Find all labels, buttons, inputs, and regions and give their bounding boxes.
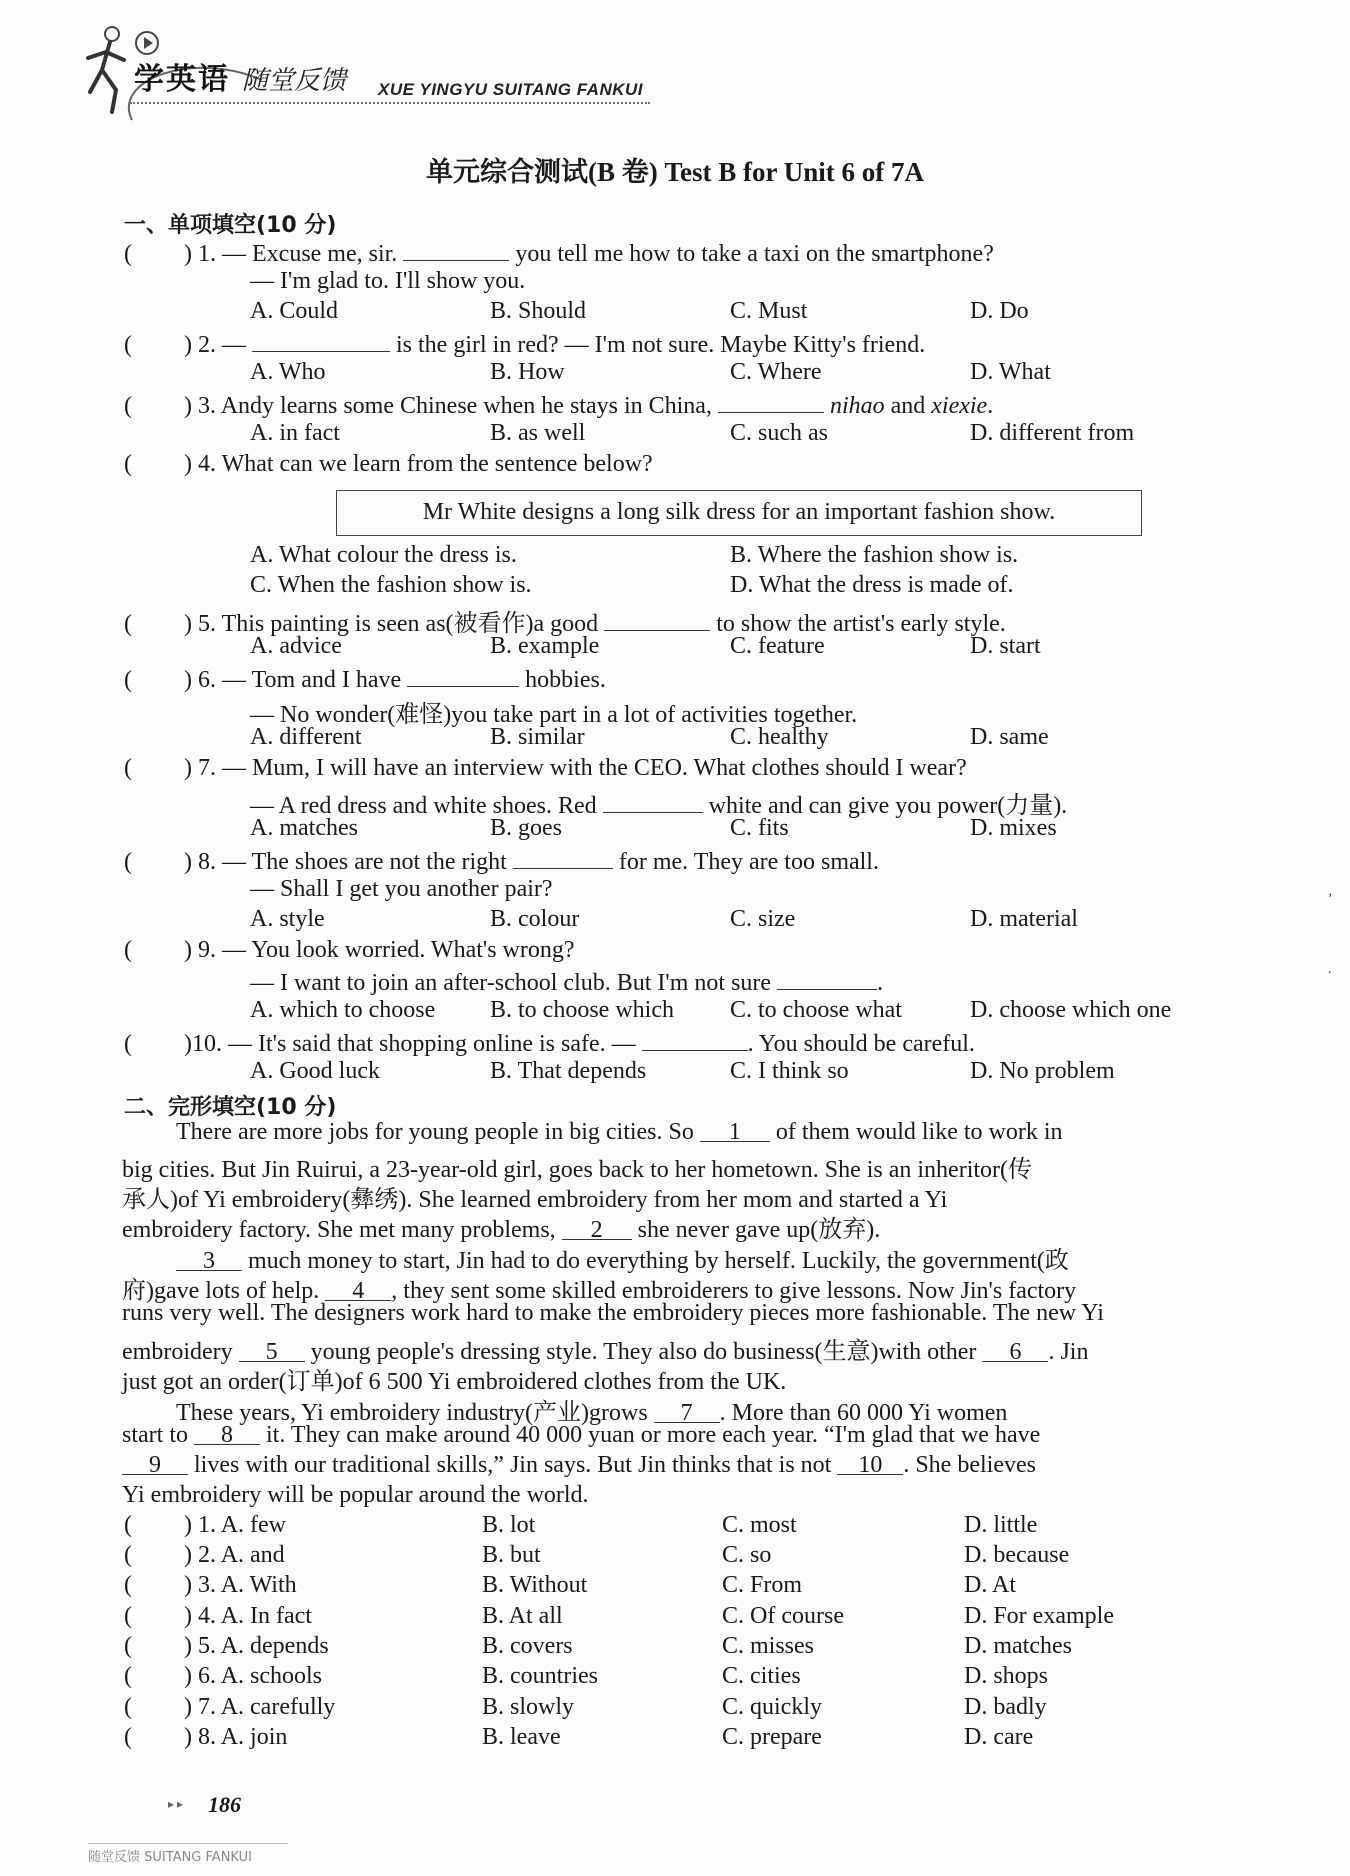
q1-option-b: B. Should bbox=[490, 298, 587, 324]
option-c: C. so bbox=[722, 1542, 772, 1568]
cloze-blank-6[interactable]: 6 bbox=[982, 1339, 1048, 1362]
option-d: D. care bbox=[964, 1724, 1034, 1750]
question-stem: Andy learns some Chinese when he stays in China, bbox=[220, 393, 712, 419]
passage-text: These years, Yi embroidery industry(产业)grows bbox=[176, 1400, 648, 1426]
passage-line: Yi embroidery will be popular around the world. bbox=[122, 1482, 589, 1508]
passage-text: much money to start, Jin had to do everything by herself. Luckily, the government(政 bbox=[248, 1248, 1069, 1274]
q9-option-b: B. to choose which bbox=[490, 997, 674, 1023]
option-c: C. prepare bbox=[722, 1724, 822, 1750]
q9-option-d: D. choose which one bbox=[970, 997, 1172, 1023]
q2-option-a: A. Who bbox=[250, 359, 326, 385]
option-b: B. At all bbox=[482, 1603, 563, 1629]
passage-line bbox=[122, 1209, 880, 1244]
q4-option-c: C. When the fashion show is. bbox=[250, 572, 532, 598]
cloze-blank-1[interactable]: 1 bbox=[700, 1119, 770, 1142]
answer-blank[interactable] bbox=[642, 1028, 748, 1051]
question-stem-end: for me. They are too small. bbox=[618, 849, 879, 875]
q7-option-c: C. fits bbox=[730, 815, 789, 841]
answer-bracket: ( bbox=[124, 849, 132, 875]
q4 bbox=[124, 451, 653, 478]
q1-option-a: A. Could bbox=[250, 298, 339, 324]
question-stem: What can we learn from the sentence below? bbox=[221, 451, 653, 477]
answer-bracket: ( bbox=[124, 1724, 132, 1750]
cloze-option-row bbox=[124, 1512, 286, 1539]
cloze-option-row bbox=[124, 1663, 322, 1690]
cloze-blank-4[interactable]: 4 bbox=[325, 1278, 391, 1301]
q10-option-c: C. I think so bbox=[730, 1058, 849, 1084]
option-a: A. schools bbox=[220, 1663, 323, 1689]
q3 bbox=[124, 390, 993, 420]
q4-option-a: A. What colour the dress is. bbox=[250, 542, 517, 568]
question-stem-end: to show the artist's early style. bbox=[716, 611, 1006, 637]
cloze-blank-2[interactable]: 2 bbox=[562, 1217, 632, 1240]
q3-option-c: C. such as bbox=[730, 420, 828, 446]
question-stem: This painting is seen as(被看作)a good bbox=[221, 611, 599, 637]
answer-bracket-close: ) bbox=[184, 755, 192, 781]
question-stem-end: hobbies. bbox=[525, 667, 606, 693]
q10 bbox=[124, 1028, 975, 1058]
answer-bracket-close: ) bbox=[184, 937, 192, 963]
option-c: C. quickly bbox=[722, 1694, 822, 1720]
q3-option-b: B. as well bbox=[490, 420, 586, 446]
option-number: 5. bbox=[198, 1633, 216, 1659]
answer-bracket-close: ) bbox=[184, 1542, 192, 1568]
passage-text: embroidery bbox=[122, 1339, 233, 1365]
q7 bbox=[124, 755, 967, 782]
q1-line2: — I'm glad to. I'll show you. bbox=[250, 268, 526, 294]
answer-bracket-close: ) bbox=[184, 1633, 192, 1659]
cloze-option-row bbox=[124, 1603, 312, 1630]
answer-bracket-close: ) bbox=[184, 1663, 192, 1689]
option-d: D. At bbox=[964, 1572, 1017, 1598]
question-stem: — You look worried. What's wrong? bbox=[222, 937, 575, 963]
q2-option-c: C. Where bbox=[730, 359, 822, 385]
answer-bracket: ( bbox=[124, 1512, 132, 1538]
passage-text: lives with our traditional skills,” Jin says. But Jin thinks that is not bbox=[194, 1452, 832, 1478]
answer-bracket: ( bbox=[124, 393, 132, 419]
answer-bracket: ( bbox=[124, 1633, 132, 1659]
cloze-option-row bbox=[124, 1542, 285, 1569]
line2-start: — I want to join an after-school club. But I'm not sure bbox=[250, 970, 772, 996]
line2-end: . bbox=[877, 970, 884, 996]
q6-option-c: C. healthy bbox=[730, 724, 829, 750]
question-number: 7. bbox=[198, 755, 216, 781]
answer-bracket-close: ) bbox=[184, 611, 192, 637]
option-a: A. depends bbox=[220, 1633, 329, 1659]
answer-blank[interactable] bbox=[403, 238, 509, 261]
q2 bbox=[124, 329, 925, 359]
question-number: 8. bbox=[198, 849, 216, 875]
q9-line2 bbox=[250, 967, 883, 997]
question-stem-mid: and bbox=[890, 393, 926, 419]
q7-option-a: A. matches bbox=[250, 815, 358, 841]
footer-tag bbox=[88, 1846, 252, 1865]
margin-mark: , bbox=[1328, 884, 1332, 899]
question-number: 6. bbox=[198, 667, 216, 693]
line2-end: white and can give you power(力量). bbox=[708, 793, 1068, 819]
answer-bracket: ( bbox=[124, 241, 132, 267]
passage-text: it. They can make around 40 000 yuan or more each year. “I'm glad that we have bbox=[266, 1422, 1041, 1448]
answer-bracket: ( bbox=[124, 937, 132, 963]
q9-option-c: C. to choose what bbox=[730, 997, 902, 1023]
q4-quote-box: Mr White designs a long silk dress for an important fashion show. bbox=[336, 490, 1142, 536]
option-d: D. shops bbox=[964, 1663, 1049, 1689]
q2-option-d: D. What bbox=[970, 359, 1051, 385]
answer-bracket-close: ) bbox=[184, 332, 192, 358]
q3-option-d: D. different from bbox=[970, 420, 1135, 446]
brand-subtitle-cn: 随堂反馈 bbox=[242, 66, 347, 96]
answer-bracket-close: ) bbox=[184, 849, 192, 875]
q1-option-d: D. Do bbox=[970, 298, 1029, 324]
q5-option-c: C. feature bbox=[730, 633, 825, 659]
passage-text: . Jin bbox=[1048, 1339, 1089, 1365]
q8-line2: — Shall I get you another pair? bbox=[250, 876, 553, 902]
option-number: 4. bbox=[198, 1603, 216, 1629]
q8-option-b: B. colour bbox=[490, 906, 580, 932]
option-c: C. most bbox=[722, 1512, 797, 1538]
question-number: 4. bbox=[198, 451, 216, 477]
q4-option-d: D. What the dress is made of. bbox=[730, 572, 1014, 598]
option-a: A. few bbox=[220, 1512, 286, 1538]
answer-blank[interactable] bbox=[252, 329, 390, 352]
answer-bracket: ( bbox=[124, 1603, 132, 1629]
cloze-option-row bbox=[124, 1572, 297, 1599]
footer-tag-en: SUITANG FANKUI bbox=[144, 1850, 252, 1865]
line2-start: — A red dress and white shoes. Red bbox=[250, 793, 597, 819]
q3-option-a: A. in fact bbox=[250, 420, 340, 446]
q1 bbox=[124, 238, 994, 268]
option-d: D. badly bbox=[964, 1694, 1047, 1720]
q6 bbox=[124, 664, 606, 694]
question-stem-end: . bbox=[987, 393, 994, 419]
option-b: B. countries bbox=[482, 1663, 598, 1689]
q8-option-c: C. size bbox=[730, 906, 796, 932]
option-d: D. little bbox=[964, 1512, 1038, 1538]
passage-text: young people's dressing style. They also do business(生意)with other bbox=[310, 1339, 977, 1365]
option-number: 6. bbox=[198, 1663, 216, 1689]
answer-bracket: ( bbox=[124, 1663, 132, 1689]
passage-line: 承人)of Yi embroidery(彝绣). She learned embroidery from her mom and started a Yi bbox=[122, 1187, 948, 1213]
answer-blank[interactable] bbox=[407, 664, 519, 687]
q8-option-d: D. material bbox=[970, 906, 1078, 932]
pinyin-word: xiexie bbox=[931, 393, 988, 419]
answer-bracket-close: ) bbox=[184, 1512, 192, 1538]
answer-bracket: ( bbox=[124, 332, 132, 358]
cloze-option-row bbox=[124, 1724, 287, 1751]
q10-option-b: B. That depends bbox=[490, 1058, 647, 1084]
q6-option-a: A. different bbox=[250, 724, 362, 750]
question-stem-end: . You should be careful. bbox=[747, 1031, 975, 1057]
q1-option-c: C. Must bbox=[730, 298, 808, 324]
answer-bracket: ( bbox=[124, 755, 132, 781]
question-number: 9. bbox=[198, 937, 216, 963]
q9-option-a: A. which to choose bbox=[250, 997, 436, 1023]
question-stem-end: you tell me how to take a taxi on the smartphone? bbox=[515, 241, 994, 267]
header-divider bbox=[130, 102, 650, 104]
answer-bracket-close: ) bbox=[184, 1572, 192, 1598]
q7-option-b: B. goes bbox=[490, 815, 562, 841]
option-a: A. With bbox=[220, 1572, 297, 1598]
answer-bracket-close: ) bbox=[184, 1724, 192, 1750]
q7-option-d: D. mixes bbox=[970, 815, 1057, 841]
brand-title-en: XUE YINGYU SUITANG FANKUI bbox=[378, 80, 644, 99]
question-stem: — Excuse me, sir. bbox=[222, 241, 398, 267]
passage-line bbox=[122, 1452, 1036, 1479]
answer-bracket-close: ) bbox=[184, 1694, 192, 1720]
q9 bbox=[124, 937, 575, 964]
answer-blank[interactable] bbox=[718, 390, 824, 413]
q6-option-d: D. same bbox=[970, 724, 1049, 750]
answer-bracket: ( bbox=[124, 611, 132, 637]
passage-text: of them would like to work in bbox=[775, 1119, 1063, 1145]
q5-option-d: D. start bbox=[970, 633, 1041, 659]
passage-line bbox=[122, 1422, 1040, 1449]
option-c: C. Of course bbox=[722, 1603, 844, 1629]
option-b: B. slowly bbox=[482, 1694, 575, 1720]
q6-line2: — No wonder(难怪)you take part in a lot of activities together. bbox=[250, 702, 858, 728]
footer-divider bbox=[88, 1843, 288, 1844]
section2-heading: 二、完形填空(10 分) bbox=[124, 1095, 337, 1120]
answer-bracket: ( bbox=[124, 1572, 132, 1598]
question-stem: — Mum, I will have an interview with the CEO. What clothes should I wear? bbox=[222, 755, 967, 781]
question-stem: — Tom and I have bbox=[222, 667, 402, 693]
question-number: 1. bbox=[198, 241, 216, 267]
answer-blank[interactable] bbox=[777, 967, 877, 990]
pinyin-word: nihao bbox=[829, 393, 885, 419]
question-number: )10. bbox=[184, 1031, 222, 1057]
q7-line2 bbox=[250, 785, 1067, 820]
passage-text: she never gave up(放弃). bbox=[637, 1217, 881, 1243]
cloze-blank-8[interactable]: 8 bbox=[194, 1422, 260, 1445]
answer-bracket: ( bbox=[124, 1542, 132, 1568]
q6-option-b: B. similar bbox=[490, 724, 585, 750]
cloze-blank-10[interactable]: 10 bbox=[837, 1452, 903, 1475]
option-b: B. but bbox=[482, 1542, 541, 1568]
page-arrow-icon: ▸ ▸ bbox=[168, 1797, 184, 1811]
option-b: B. covers bbox=[482, 1633, 573, 1659]
passage-text: . More than 60 000 Yi women bbox=[719, 1400, 1008, 1426]
cloze-blank-7[interactable]: 7 bbox=[654, 1400, 720, 1423]
answer-bracket: ( bbox=[124, 451, 132, 477]
q10-option-d: D. No problem bbox=[970, 1058, 1115, 1084]
answer-bracket-close: ) bbox=[184, 241, 192, 267]
answer-bracket: ( bbox=[124, 1031, 132, 1057]
option-a: A. carefully bbox=[220, 1694, 336, 1720]
q5-option-b: B. example bbox=[490, 633, 600, 659]
option-a: A. In fact bbox=[220, 1603, 312, 1629]
question-stem: — bbox=[222, 332, 246, 358]
option-b: B. Without bbox=[482, 1572, 588, 1598]
question-stem: — It's said that shopping online is safe. — bbox=[228, 1031, 636, 1057]
answer-bracket-close: ) bbox=[184, 1603, 192, 1629]
option-a: A. join bbox=[220, 1724, 288, 1750]
q5-option-a: A. advice bbox=[250, 633, 342, 659]
question-number: 2. bbox=[198, 332, 216, 358]
footer-tag-cn: 随堂反馈 bbox=[88, 1850, 141, 1865]
q8 bbox=[124, 846, 879, 876]
cloze-option-row bbox=[124, 1694, 335, 1721]
page-title: 单元综合测试(B 卷) Test B for Unit 6 of 7A bbox=[426, 157, 924, 187]
passage-text: There are more jobs for young people in big cities. So bbox=[176, 1119, 694, 1145]
option-d: D. matches bbox=[964, 1633, 1072, 1659]
cloze-blank-3[interactable]: 3 bbox=[176, 1248, 242, 1271]
passage-line: runs very well. The designers work hard to make the embroidery pieces more fashionable. The new Yi bbox=[122, 1300, 1104, 1326]
option-b: B. lot bbox=[482, 1512, 536, 1538]
option-number: 3. bbox=[198, 1572, 216, 1598]
passage-text: , they sent some skilled embroiderers to give lessons. Now Jin's factory bbox=[391, 1278, 1077, 1304]
passage-line: big cities. But Jin Ruirui, a 23-year-old girl, goes back to her hometown. She is an inheritor(传 bbox=[122, 1157, 1033, 1183]
passage-text: embroidery factory. She met many problems, bbox=[122, 1217, 556, 1243]
option-d: D. because bbox=[964, 1542, 1070, 1568]
option-c: C. cities bbox=[722, 1663, 801, 1689]
margin-mark: · bbox=[1327, 966, 1332, 981]
option-c: C. misses bbox=[722, 1633, 815, 1659]
answer-bracket: ( bbox=[124, 1694, 132, 1720]
cloze-option-row bbox=[124, 1633, 329, 1660]
q2-option-b: B. How bbox=[490, 359, 565, 385]
cloze-blank-9[interactable]: 9 bbox=[122, 1452, 188, 1475]
q10-option-a: A. Good luck bbox=[250, 1058, 380, 1084]
option-number: 1. bbox=[198, 1512, 216, 1538]
answer-bracket-close: ) bbox=[184, 667, 192, 693]
option-number: 7. bbox=[198, 1694, 216, 1720]
passage-line: just got an order(订单)of 6 500 Yi embroidered clothes from the UK. bbox=[122, 1369, 787, 1395]
question-number: 5. bbox=[198, 611, 216, 637]
passage-text: . She believes bbox=[903, 1452, 1036, 1478]
answer-bracket-close: ) bbox=[184, 451, 192, 477]
answer-blank[interactable] bbox=[603, 790, 703, 813]
option-a: A. and bbox=[220, 1542, 285, 1568]
option-d: D. For example bbox=[964, 1603, 1114, 1629]
option-c: C. From bbox=[722, 1572, 803, 1598]
option-number: 2. bbox=[198, 1542, 216, 1568]
passage-text: 府)gave lots of help. bbox=[122, 1278, 320, 1304]
passage-line bbox=[176, 1119, 1063, 1146]
page-number: 186 bbox=[208, 1792, 241, 1817]
answer-bracket-close: ) bbox=[184, 393, 192, 419]
cloze-blank-5[interactable]: 5 bbox=[239, 1339, 305, 1362]
question-stem: — The shoes are not the right bbox=[222, 849, 507, 875]
q8-option-a: A. style bbox=[250, 906, 325, 932]
brand-title-cn: 学英语 bbox=[134, 62, 230, 97]
option-number: 8. bbox=[198, 1724, 216, 1750]
q4-option-b: B. Where the fashion show is. bbox=[730, 542, 1019, 568]
answer-blank[interactable] bbox=[604, 608, 710, 631]
question-number: 3. bbox=[198, 393, 216, 419]
passage-text: start to bbox=[122, 1422, 188, 1448]
answer-blank[interactable] bbox=[513, 846, 613, 869]
question-stem-end: is the girl in red? — I'm not sure. Maybe Kitty's friend. bbox=[396, 332, 926, 358]
option-b: B. leave bbox=[482, 1724, 561, 1750]
answer-bracket: ( bbox=[124, 667, 132, 693]
section1-heading: 一、单项填空(10 分) bbox=[124, 213, 337, 238]
